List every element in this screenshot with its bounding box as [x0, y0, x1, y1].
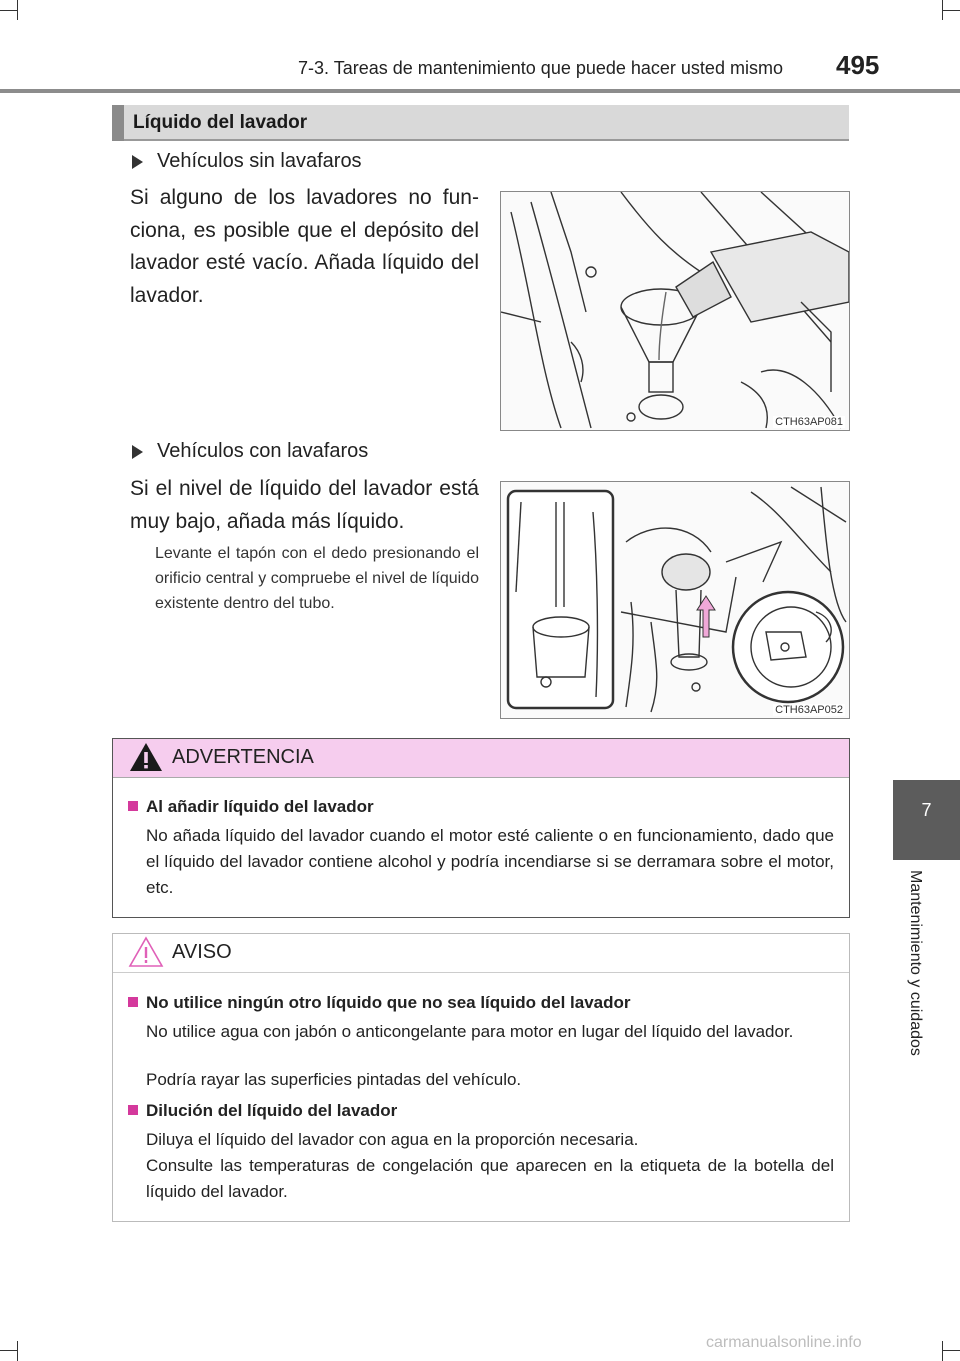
- level-check-illustration: [501, 482, 849, 718]
- chapter-label: Mantenimiento y cuidados: [907, 870, 924, 1056]
- warning-item-heading: [128, 797, 374, 817]
- watermark-url: carmanualsonline.info: [706, 1334, 862, 1351]
- figure-check-level: [500, 481, 850, 719]
- page-number: 495: [836, 50, 880, 80]
- crop-mark: [0, 10, 18, 11]
- notice-item-heading: [128, 1101, 397, 1121]
- square-bullet-icon: [128, 1105, 138, 1115]
- notice-item-heading-text: Dilución del líquido del lavador: [146, 1101, 398, 1120]
- triangle-bullet-icon: [132, 155, 143, 169]
- funnel-illustration: [501, 192, 849, 430]
- section-title: Líquido del lavador: [133, 112, 308, 133]
- caution-triangle-icon: [128, 935, 164, 969]
- notice-item-heading-text: No utilice ningún otro líquido que no sea líquido del lavador: [146, 993, 631, 1012]
- subheading-con-lavafaros: [132, 440, 368, 463]
- warning-triangle-icon: [128, 741, 164, 773]
- section-heading-accent: [112, 105, 124, 141]
- crop-mark: [942, 10, 960, 11]
- paragraph-con-lavafaros: Si el nivel de líquido del lavador está muy bajo, añada más líquido.: [130, 477, 479, 533]
- figure-refill-reservoir: [500, 191, 850, 431]
- paragraph-sin-lavafaros: Si alguno de los lavadores no funciona, es posible que el depósito del lavador esté vacío. Añada líquido del lavador.: [130, 186, 479, 307]
- header-rule: [0, 89, 960, 93]
- notice-item-text: Podría rayar las superficies pintadas del vehículo.: [146, 1070, 522, 1089]
- running-header: 7-3. Tareas de mantenimiento que puede hacer usted mismo: [298, 58, 783, 78]
- warning-item-heading-text: Al añadir líquido del lavador: [146, 797, 374, 816]
- notice-item-text: No utilice agua con jabón o anticongelante para motor en lugar del líquido del lavador.: [146, 1022, 794, 1041]
- figure-code: CTH63AP052: [775, 704, 843, 716]
- crop-mark: [942, 1341, 943, 1361]
- warning-item-text: No añada líquido del lavador cuando el motor esté caliente o en funcionamiento, dado que el líquido del lavador contiene alcohol y podría incendiarse si se derramara sobre el motor, etc.: [146, 826, 834, 897]
- notice-item-text: Diluya el líquido del lavador con agua en la proporción necesaria.: [146, 1130, 639, 1149]
- crop-mark: [17, 0, 18, 20]
- crop-mark: [942, 1350, 960, 1351]
- crop-mark: [942, 0, 943, 20]
- notice-item-heading: [128, 993, 631, 1013]
- subheading-text: Vehículos sin lavafaros: [157, 150, 362, 172]
- square-bullet-icon: [128, 801, 138, 811]
- crop-mark: [0, 1350, 18, 1351]
- figure-code: CTH63AP081: [775, 416, 843, 428]
- notice-title: AVISO: [172, 941, 232, 963]
- crop-mark: [17, 1341, 18, 1361]
- square-bullet-icon: [128, 997, 138, 1007]
- subheading-text: Vehículos con lavafaros: [157, 440, 369, 462]
- triangle-bullet-icon: [132, 445, 143, 459]
- notice-item-text: Consulte las temperaturas de congelación que aparecen en la etiqueta de la botella del líquido del lavador.: [146, 1156, 834, 1201]
- chapter-number: 7: [921, 800, 932, 820]
- subheading-sin-lavafaros: [132, 150, 362, 173]
- warning-title: ADVERTENCIA: [172, 746, 314, 768]
- note-con-lavafaros: Levante el tapón con el dedo presionando el orificio central y compruebe el nivel de líquido existente dentro del tubo.: [155, 545, 479, 612]
